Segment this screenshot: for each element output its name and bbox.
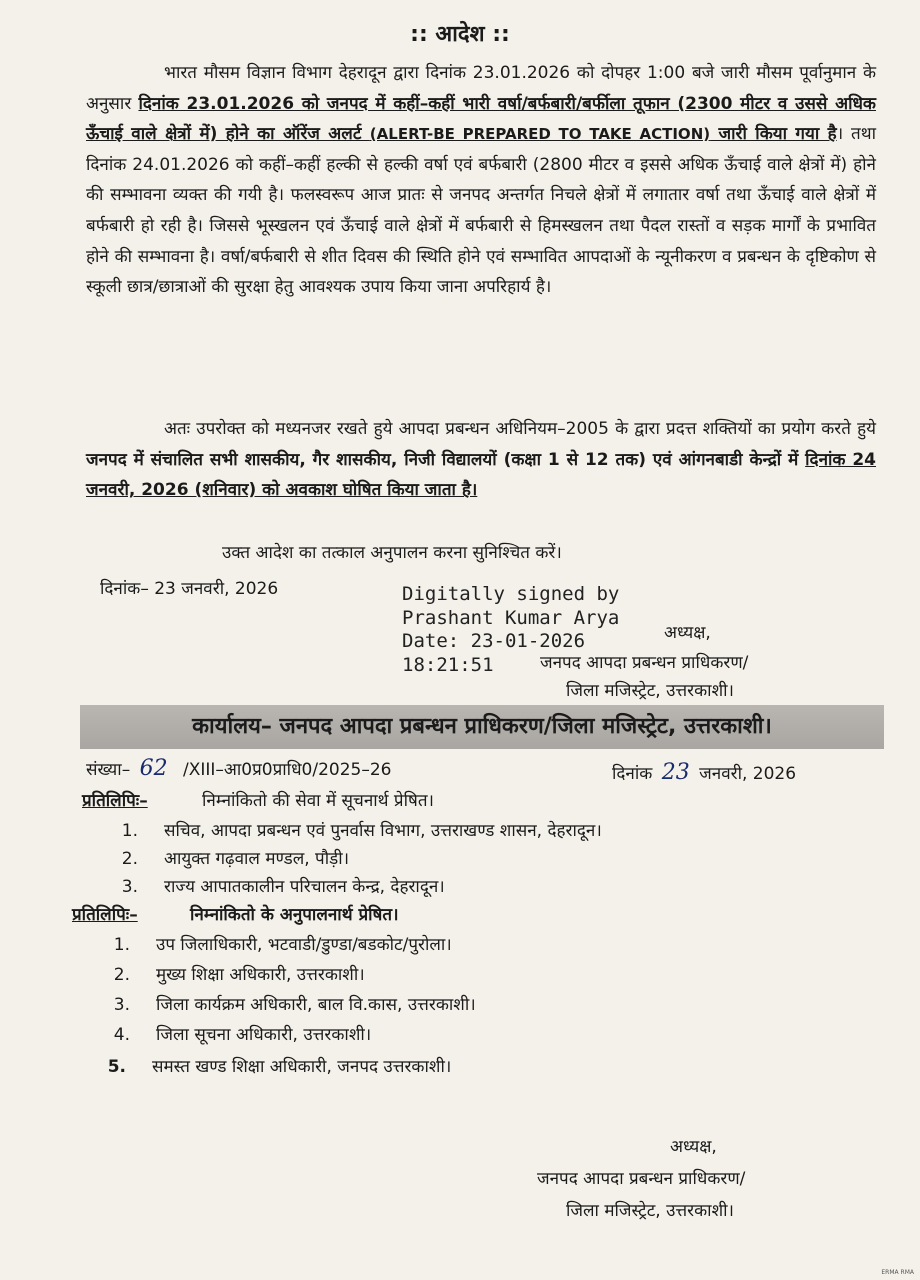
signatory-top-office: जिला मजिस्ट्रेट, उत्तरकाशी।	[566, 681, 734, 701]
signatory-bottom-role: अध्यक्ष,	[670, 1137, 717, 1157]
para2-bold-schools: जनपद में संचालित सभी शासकीय, गैर शासकीय, निजी विद्यालयों (कक्षा 1 से 12 तक) एवं आंगनबाडी केन्द्रों में	[86, 449, 806, 470]
ref-number-handwritten: 62	[139, 756, 168, 781]
signature-line-3: Date: 23-01-2026	[402, 630, 586, 652]
para1-alert-english: (ALERT-BE PREPARED TO TAKE ACTION)	[369, 125, 711, 144]
office-band: कार्यालय– जनपद आपदा प्रबन्धन प्राधिकरण/जिला मजिस्ट्रेट, उत्तरकाशी।	[80, 705, 884, 749]
copy1-label: प्रतिलिपिः–	[82, 791, 148, 811]
paragraph-weather-forecast	[86, 58, 876, 303]
ref-date-day-handwritten: 23	[661, 760, 690, 785]
document-title: :: आदेश ::	[410, 22, 510, 47]
signatory-bottom-office: जिला मजिस्ट्रेट, उत्तरकाशी।	[566, 1201, 734, 1221]
copy1-intro: निम्नांकितो की सेवा में सूचनार्थ प्रेषित।	[202, 791, 434, 811]
paragraph-holiday-order	[86, 414, 876, 506]
copy1-item-3: 3. राज्य आपातकालीन परिचालन केन्द्र, देहरादून।	[121, 877, 445, 897]
compliance-line: उक्त आदेश का तत्काल अनुपालन करना सुनिश्चित करें।	[222, 543, 562, 563]
copy1-item-1: 1. सचिव, आपदा प्रबन्धन एवं पुनर्वास विभाग, उत्तराखण्ड शासन, देहरादून।	[121, 821, 602, 841]
copy2-item-5: 5. समस्त खण्ड शिक्षा अधिकारी, जनपद उत्तरकाशी।	[107, 1057, 452, 1077]
copy2-item-2: 2. मुख्य शिक्षा अधिकारी, उत्तरकाशी।	[113, 965, 365, 985]
copy2-header	[72, 902, 399, 925]
reference-date	[612, 760, 796, 785]
para1-text-a: भारत मौसम विज्ञान विभाग देहरादून द्वारा दिनांक 23.01.2026 को दोपहर 1:00 बजे जारी मौसम पूर्वानुमान के अनुसार	[86, 63, 876, 114]
signature-line-1: Digitally signed by	[402, 583, 620, 605]
copy2-intro: निम्नांकितो के अनुपालनार्थ प्रेषित।	[190, 905, 399, 925]
reference-number	[86, 756, 391, 781]
ref-date-prefix: दिनांक	[612, 764, 653, 784]
para1-bold-issued: जारी किया गया है	[710, 124, 837, 145]
signature-line-2: Prashant Kumar Arya	[402, 606, 620, 629]
ref-prefix: संख्या–	[86, 760, 131, 780]
para1-bold-alert: दिनांक 23.01.2026 को जनपद में कहीं–कहीं भारी वर्षा/बर्फबारी/बर्फीला तूफान (2300 मीटर व उससे अधिक ऊँचाई वाले क्षेत्रों में) होने का ऑरेंज अलर्ट	[86, 93, 876, 145]
copy1-header	[82, 788, 434, 811]
copy2-item-3: 3. जिला कार्यक्रम अधिकारी, बाल वि.कास, उत्तरकाशी।	[113, 995, 476, 1015]
para2-text-a: अतः उपरोक्त को मध्यनजर रखते हुये आपदा प्रबन्धन अधिनियम–2005 के द्वारा प्रदत्त शक्तियों का प्रयोग करते हुये	[164, 419, 876, 439]
copy2-item-4: 4. जिला सूचना अधिकारी, उत्तरकाशी।	[113, 1025, 372, 1045]
signatory-top-role: अध्यक्ष,	[664, 623, 711, 643]
para1-text-b: । तथा दिनांक 24.01.2026 को कहीं–कहीं हल्की से हल्की वर्षा एवं बर्फबारी (2800 मीटर व इससे अधिक ऊँचाई वाले क्षेत्रों में) होने की सम्भावना व्यक्त की गयी है। फलस्वरूप आज प्रातः से जनपद अन्तर्गत निचले क्षेत्रों में लगातार वर्षा तथा ऊँचाई वाले क्षेत्रों में बर्फबारी हो रही है। जिससे भूस्खलन एवं ऊँचाई वाले क्षेत्रों में बर्फबारी से हिमस्खलन तथा पैदल रास्तों व सड़क मार्गों के प्रभावित होने की सम्भावना है। वर्षा/बर्फबारी से शीत दिवस की स्थिति होने एवं सम्भावित आपदाओं के न्यूनीकरण व प्रबन्धन के दृष्टिकोण से स्कूली छात्र/छात्राओं की सुरक्षा हेतु आवश्यक उपाय किया जाना अपरिहार्य है।	[86, 124, 876, 298]
copy1-item-2: 2. आयुक्त गढ़वाल मण्डल, पौड़ी।	[121, 849, 350, 869]
copy2-item-1: 1. उप जिलाधिकारी, भटवाडी/डुण्डा/बडकोट/पुरोला।	[113, 935, 452, 955]
para2-bold-holiday: दिनांक 24 जनवरी, 2026 (शनिवार) को अवकाश घोषित किया जाता है।	[86, 449, 877, 501]
signature-line-4: 18:21:51	[402, 653, 494, 676]
order-date: दिनांक– 23 जनवरी, 2026	[100, 579, 279, 599]
signatory-bottom-org: जनपद आपदा प्रबन्धन प्राधिकरण/	[537, 1169, 746, 1189]
copy2-label: प्रतिलिपिः–	[72, 905, 138, 925]
ref-date-rest: जनवरी, 2026	[699, 764, 797, 784]
corner-mark: ERMA RMA	[881, 1269, 914, 1276]
ref-suffix: /XIII–आ0प्र0प्राधि0/2025–26	[183, 760, 392, 780]
signatory-top-org: जनपद आपदा प्रबन्धन प्राधिकरण/	[540, 653, 749, 673]
